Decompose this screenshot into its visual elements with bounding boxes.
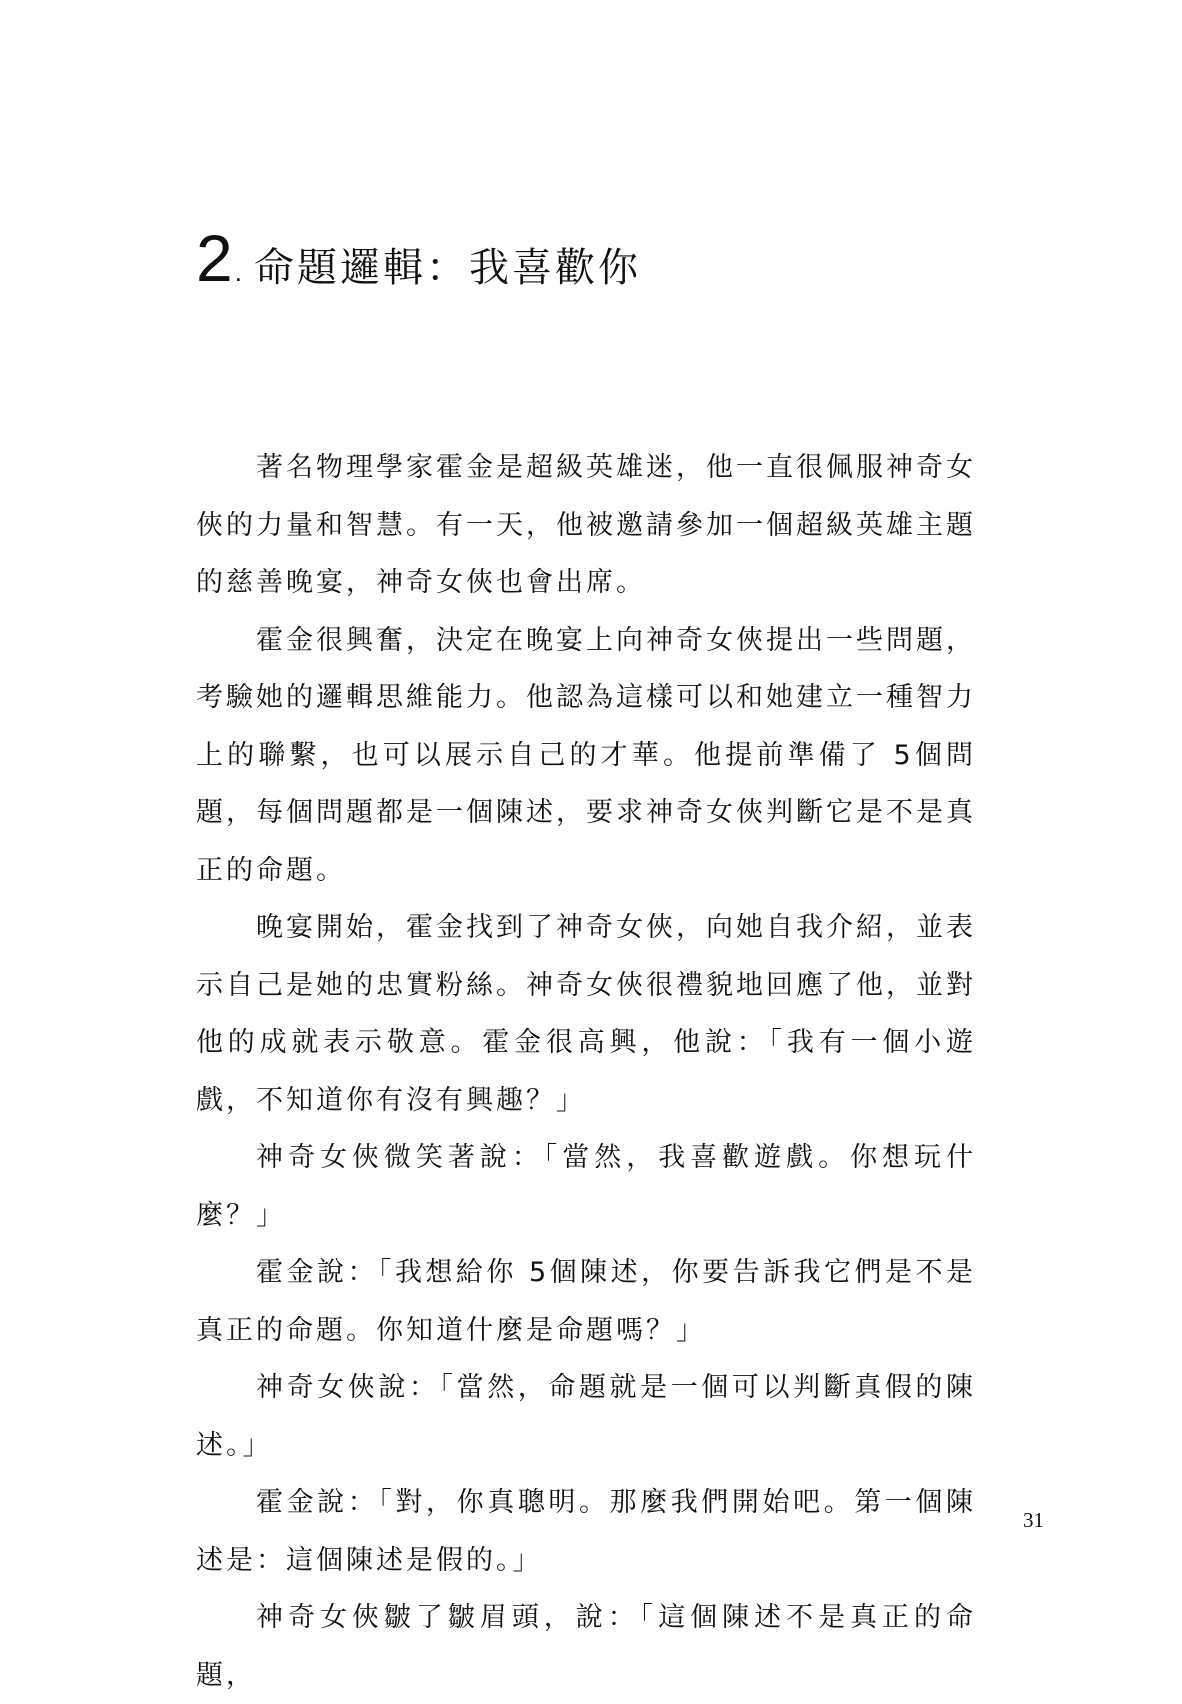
page-number: 31 — [1023, 1508, 1044, 1532]
paragraph-3: 晚宴開始，霍金找到了神奇女俠，向她自我介紹，並表示自己是她的忠實粉絲。神奇女俠很禮貌地回應了他，並對他的成就表示敬意。霍金很高興，他說：「我有一個小遊戲，不知道你有沒有興趣？」 — [196, 912, 976, 1116]
chapter-number: 2 — [196, 221, 233, 295]
chapter-heading — [196, 221, 641, 295]
paragraph-2: 霍金很興奮，決定在晚宴上向神奇女俠提出一些問題，考驗她的邏輯思維能力。他認為這樣可以和她建立一種智力上的聯繫，也可以展示自己的才華。他提前準備了 5個問題，每個問題都是一個陳述，要求神奇女俠判斷它是不是真正的命題。 — [196, 624, 976, 886]
paragraph-4: 神奇女俠微笑著說：「當然，我喜歡遊戲。你想玩什麼？」 — [196, 1142, 976, 1231]
paragraph-1: 著名物理學家霍金是超級英雄迷，他一直很佩服神奇女俠的力量和智慧。有一天，他被邀請參加一個超級英雄主題的慈善晚宴，神奇女俠也會出席。 — [196, 452, 976, 598]
paragraph-6: 神奇女俠說：「當然，命題就是一個可以判斷真假的陳述。」 — [196, 1372, 976, 1461]
chapter-number-dot: . — [234, 257, 242, 287]
paragraph-7: 霍金說：「對，你真聰明。那麼我們開始吧。第一個陳述是：這個陳述是假的。」 — [196, 1487, 976, 1576]
paragraph-8: 神奇女俠皺了皺眉頭，說：「這個陳述不是真正的命題， — [196, 1602, 976, 1691]
body-text — [196, 439, 976, 1704]
chapter-title: 命題邏輯：我喜歡你 — [253, 245, 641, 291]
paragraph-5: 霍金說：「我想給你 5個陳述，你要告訴我它們是不是真正的命題。你知道什麼是命題嗎？」 — [196, 1257, 976, 1346]
